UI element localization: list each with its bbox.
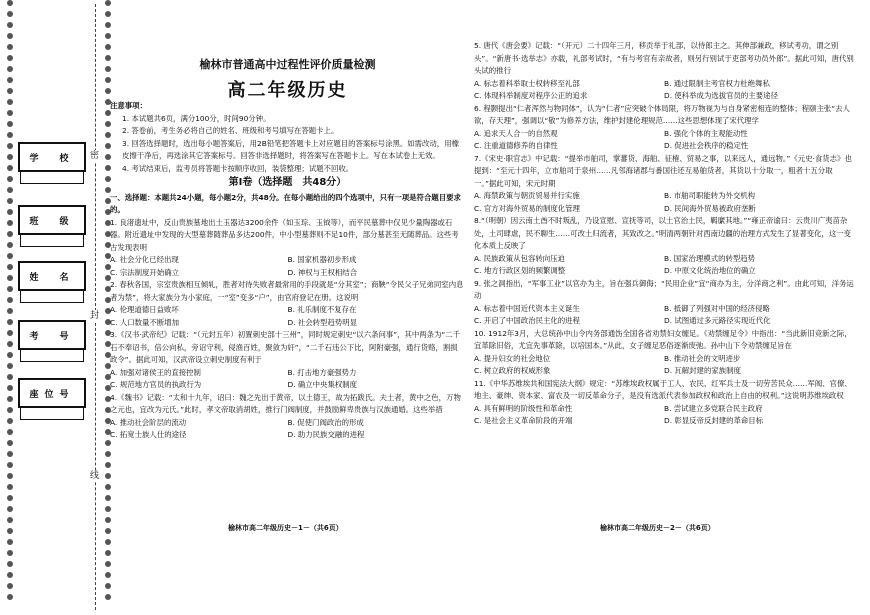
question-item [474,215,854,278]
question-stem: 9. 张之洞指出，“军事工业”以官办为主，旨在强兵御侮；“民用企业”宜“商办为主，分洋商之利”。由此可知，洋务运动 [474,278,854,300]
question-item [474,40,854,103]
notice-item: 1. 本试题共6页，满分100分，时间90分钟。 [122,113,271,123]
question-item [474,103,854,153]
answer-option: C. 开启了中国政治民主化的进程 [474,316,580,325]
binding-hole [105,0,111,6]
binding-hole [7,33,13,39]
question-list-left [110,217,465,442]
question-options [474,303,854,328]
answer-option: B. 打击地方豪强势力 [287,367,357,377]
binding-hole [105,484,111,490]
question-options [474,403,854,428]
binding-hole [7,231,13,237]
school-field[interactable]: 学 校 [18,142,86,172]
answer-option: B. 国家机器初步形成 [287,255,357,264]
notice-item: 3. 回答选择题时，选出每小题答案后，用2B铅笔把答题卡上对应题目的答案标号涂黑。如需改动，用橡皮擦干净后，再选涂其它答案标号。回答非选择题时，将答案写在答题卡上。写在本试卷上无效。 [122,138,459,160]
binding-hole [7,220,13,226]
question-options [474,128,854,153]
answer-option: D. 彰显反帝反封建的革命目标 [664,416,764,425]
answer-option: C. 是社会主义革命阶段的开端 [474,416,573,425]
question-stem: 4.《魏书》记载：“太和十九年，诏曰：魏之先出于黄帝，以土德王，故为拓跋氏。夫土者，黄中之色，万物之元也，宜改为元氏。”此时，孝文帝取消胡姓，推行门阀制度，并鼓励鲜卑贵族与汉族通婚。这些举措 [110,392,461,414]
answer-option: B. 市舶司职能转为外交机构 [664,191,756,200]
answer-option: D. 试图通过多元路径实现近代化 [664,316,771,325]
answer-option: A. 追求天人合一的自然观 [474,128,558,138]
binding-hole [7,440,13,446]
section-intro: 一、选择题：本题共24小题，每小题2分，共48分。在每小题给出的四个选项中，只有一项是符合题目要求的。 [110,192,461,214]
binding-hole [7,407,13,413]
question-stem: 2. 春秋各国，宗室贵族相互倾轧，胜者对待失败者最常用的手段就是“分其室”；商鞅“令民父子兄弟同室内息者为禁”，将大家族分为小家庭，一“室”变多“户”，由官府登记在册。这说明 [110,280,464,302]
binding-hole [7,209,13,215]
binding-hole [7,594,13,600]
binding-hole [7,308,13,314]
binding-hole [7,44,13,50]
answer-option: A. 具有鲜明的阶级性和革命性 [474,403,573,413]
binding-hole [7,528,13,534]
footer-page-2: 榆林市高二年级历史－2－（共6页） [600,524,715,532]
left-column [110,100,465,442]
binding-hole [105,462,111,468]
answer-option: D. 社会转型趋势明显 [287,317,358,327]
question-stem: 3.《汉书·武帝纪》记载：“（元封五年）初置刺史部十三州”，同时规定刺史“以六条问事”，其中两条为“二千石不奉诏书，倍公向私，旁诏守利，侵渔百姓，聚敛为奸”，“二千石违公下比，阿附豪强，通行货赂，割损政令”。据此可知，汉武帝设立刺史制度有利于 [110,330,461,364]
answer-option: A. 社会分化已经出现 [110,255,179,264]
binding-hole [7,286,13,292]
answer-option: A. 加强对诸侯王的直接控制 [110,367,201,377]
binding-hole [7,198,13,204]
binding-hole [105,11,111,17]
seal-char-feng: 封 [90,311,100,321]
answer-option: D. 中原文化统治地位的确立 [664,266,756,275]
answer-option: A. 标志着中国近代资本主义诞生 [474,303,580,313]
question-options [474,253,854,278]
binding-hole [7,132,13,138]
question-item [110,217,465,280]
question-stem: 10. 1912年3月，大总统孙中山令内务部通饬全国各省劝禁妇女缠足。《劝禁缠足令》中指出：“当此新旧竞新之际，宜革除旧俗，尤宜先事革除，以培国本。”从此，女子缠足恶俗逐渐废弛。孙中山下令劝禁缠足旨在 [474,328,852,350]
name-field[interactable]: 姓 名 [18,261,86,291]
answer-option: B. 国家治理模式的转型趋势 [664,253,756,263]
binding-hole [7,451,13,457]
binding-hole [7,165,13,171]
question-item [474,278,854,328]
answer-option: D. 确立中央集权制度 [287,380,358,389]
answer-option: B. 通过限制主考官权力杜绝舞私 [664,78,770,88]
binding-hole [7,0,13,6]
question-item [110,279,465,329]
binding-hole [7,539,13,545]
binding-hole [7,374,13,380]
binding-hole [105,539,111,545]
binding-hole [7,66,13,72]
seal-char-xian: 线 [90,471,100,481]
notice-list [110,113,465,176]
binding-hole [7,429,13,435]
answer-option: B. 推动社会的文明进步 [664,353,741,363]
seal-line [95,4,96,610]
question-item [474,328,854,378]
binding-hole [7,561,13,567]
notice-item: 2. 答卷前，考生务必将自己的姓名、班级和考号填写在答题卡上。 [122,126,339,135]
question-stem: 8.“（明朝）因云南土酋不时叛乱，乃设宣慰、宣抚等司，以土官治土民，羁縻其地。”“雍正帝谕曰：云贵川广夷苗杂处，土司肆虐，民不聊生……可改土归流者，其致改之。”明清两朝针对西南边疆的治理方式发生了显著变化，这一变化本质上反映了 [474,216,852,250]
binding-hole [7,297,13,303]
binding-hole [7,99,13,105]
binding-hole [105,550,111,556]
answer-option: C. 拓宽士族人仕的途径 [110,430,187,439]
question-stem: 6. 程颢提出“仁者浑然与物同体”，认为“仁者”应突破个体局限，将万物视为与自身紧密相连的整体；程颐主张“去人欲，存天理”，强调以“敬”为修养方法，维护封建伦理规范……这些思想体现了宋代理学 [474,103,850,125]
answer-option: B. 礼乐制度不复存在 [287,305,357,314]
answer-option: B. 尝试建立多党联合民主政府 [664,403,763,413]
binding-hole [105,33,111,39]
class-field[interactable]: 班 级 [18,205,86,235]
binding-hole [7,176,13,182]
answer-option: D. 助力民族交融的进程 [287,430,365,439]
answer-option: A. 推动社会阶层的流动 [110,417,187,427]
binding-hole [7,418,13,424]
binding-hole [7,396,13,402]
question-options [110,417,465,442]
binding-hole [7,22,13,28]
answer-option: A. 标志着科举取士权转移至礼部 [474,78,580,88]
binding-hole [7,341,13,347]
question-item [110,392,465,442]
notice-item: 4. 考试结束后，监考员将答题卡按顺序收回，装袋整理；试题不回收。 [122,163,354,173]
question-options [110,304,465,329]
binding-hole [7,88,13,94]
binding-hole [7,11,13,17]
answer-option: D. 民间海外贸易被政府垄断 [664,203,756,213]
exam-title: 榆林市普通高中过程性评价质量检测 [199,58,376,71]
exam-subject: 高二年级历史 [227,80,348,101]
binding-hole [105,517,111,523]
binding-hole [7,583,13,589]
binding-hole [105,583,111,589]
question-options [474,190,854,215]
answer-option: D. 促进社会秩序的稳定性 [664,141,749,150]
question-stem: 1. 良渚遗址中，反山贵族墓地出土玉器达3200余件（如玉琮、玉钺等），而平民墓葬中仅见少量陶器或石器。附近遗址中发现的大型墓葬随葬品多达200件，中小型墓葬则不足10件，部分墓甚至无随葬品。这些考古发现表明 [110,217,459,252]
binding-hole [105,22,111,28]
binding-hole [7,253,13,259]
answer-option: C. 官方对海外贸易的制度化管理 [474,203,580,213]
binding-hole [105,451,111,457]
binding-hole [7,264,13,270]
binding-hole [7,550,13,556]
binding-hole [7,143,13,149]
seal-char-mi: 密 [90,151,100,161]
binding-holes-outer [6,0,14,615]
answer-option: C. 树立政府的权威形象 [474,366,551,375]
question-stem: 11.《中华苏维埃共和国宪法大纲》规定：“苏维埃政权属于工人、农民、红军兵士及一切劳苦民众……军阀、官僚、地主、豪绅、资本家、富农及一切反革命分子，是没有选派代表参加政权和政治上自由的权利。”这说明苏维埃政权 [474,378,852,400]
binding-hole [105,473,111,479]
answer-option: B. 抵御了列强对中国的经济侵略 [664,303,770,313]
binding-hole [105,572,111,578]
answer-option: D. 神权与王权相结合 [287,267,358,277]
answer-option: A. 海禁政策与朝贡贸易并行实施 [474,191,580,200]
binding-hole [7,462,13,468]
binding-hole [105,495,111,501]
binding-hole [7,495,13,501]
exam-number-field[interactable]: 考 号 [18,320,86,350]
binding-hole [7,319,13,325]
answer-option: C. 规范地方官员的执政行为 [110,380,202,389]
binding-hole [7,77,13,83]
binding-hole [7,187,13,193]
binding-hole [7,275,13,281]
question-options [474,78,854,103]
binding-hole [7,484,13,490]
binding-hole [7,363,13,369]
answer-option: A. 伦理道德日益败坏 [110,305,179,314]
question-list-right [474,40,854,428]
binding-hole [105,506,111,512]
answer-option: C. 地方行政区划的频繁调整 [474,266,566,275]
answer-option: C. 体现科举制度对程序公正的追求 [474,91,588,100]
answer-option: B. 强化个体的主观能动性 [664,128,748,138]
binding-hole [7,242,13,248]
question-stem: 7.《宋史·职官志》中记载：“提举市舶司，掌蕃货、海舶、征榷、贸易之事，以来远人，通远物。”《元史·食货志》也提到：“至元十四年，立市舶司于泉州……凡邻海诸郡与番国往还互易舶货者，其货以十分取一，粗者十五分取一。”据此可知，宋元时期 [474,153,852,188]
binding-hole [105,561,111,567]
answer-option: D. 使科举成为选拔官员的主要途径 [664,91,778,100]
question-item [474,153,854,216]
binding-hole [7,352,13,358]
answer-option: B. 促使门阀政治的形成 [287,417,364,427]
binding-hole [105,594,111,600]
answer-option: D. 瓦解封建的家族制度 [664,366,741,375]
answer-option: C. 宗法制度开始确立 [110,267,179,277]
binding-strip [0,0,118,615]
answer-option: C. 注重道德修养的自律性 [474,141,558,150]
binding-hole [7,55,13,61]
question-stem: 5. 唐代《唐会要》记载：“（开元）二十四年三月，移贡举于礼部，以侍郎主之。其伸部兼政，移试考功，谓之别头”。“新唐书·选举志》亦载，礼部考试时，“有与考官有亲故者，则另行别试于吏部考功员外郎”。据此可知，唐代别头试的推行 [474,41,854,75]
binding-hole [7,154,13,160]
binding-hole [7,506,13,512]
footer-page-1: 榆林市高二年级历史－1－（共6页） [228,524,343,532]
binding-hole [7,473,13,479]
question-options [474,353,854,378]
binding-hole [7,110,13,116]
binding-hole [7,572,13,578]
binding-hole [7,121,13,127]
right-column [474,40,854,428]
notice-heading: 注意事项： [110,101,147,110]
answer-option: A. 提升妇女的社会地位 [474,353,551,363]
question-item [110,329,465,392]
binding-hole [7,330,13,336]
seat-number-field[interactable]: 座位号 [18,378,86,408]
answer-option: A. 民族政策从包容转向压迫 [474,253,565,263]
question-options [110,254,465,279]
section-title: 第Ⅰ卷（选择题 共48分） [228,177,347,188]
binding-hole [7,385,13,391]
question-item [474,378,854,428]
binding-hole [7,517,13,523]
binding-hole [105,44,111,50]
answer-option: C. 人口数量不断增加 [110,317,179,327]
binding-hole [105,528,111,534]
question-options [110,367,465,392]
